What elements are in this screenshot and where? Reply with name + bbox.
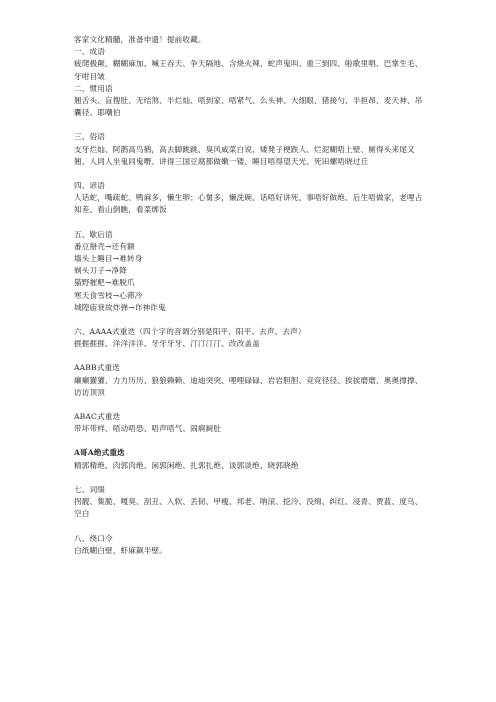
section-aabb-title: AABB式重迭 [74, 363, 120, 373]
section-a-ge-a-jue-title: A哥A绝式重迭 [74, 448, 125, 458]
xiehouyu-item: 剃头刀子→净降 [74, 266, 127, 276]
xiehouyu-item: 猫野摧粑→难脱爪 [74, 278, 135, 288]
xiehouyu-item: 城隍庙衰故炸弹→诈神诈鬼 [74, 302, 166, 312]
spacer [74, 435, 428, 447]
spacer [74, 399, 428, 411]
section-affixes-title: 七、词缀 [74, 484, 105, 494]
section-aaaa-title: 六、AAAA式重迭（四个字的音调分别是阳平、阳平、去声、去声） [74, 327, 306, 337]
spacer [74, 314, 428, 326]
section-tongue-twister-title: 八、绕口令 [74, 533, 113, 543]
section-a-ge-a-jue-text: 精郭精绝、肉郭肉绝、闲郭闲绝、扎郭扎绝、谈郭谈绝、晓郭晓绝 [74, 460, 299, 470]
section-proverbs-title: 四、谚语 [74, 181, 105, 191]
spacer [74, 521, 428, 533]
xiehouyu-item: 墙头上睡目→难转身 [74, 254, 143, 264]
section-affixes-text: 拐靓、集脆、嘎臭、刮丑、入软、丢韧、甲瘦、邦老、呐滚、挖冷、没绵、纠红、浸青、贾蓝、度乌、空白 [74, 497, 423, 519]
xiehouyu-item: 番豆掰壳→还有额 [74, 241, 135, 251]
section-common-phrases-title: 二、惯用语 [74, 83, 113, 93]
spacer [74, 168, 428, 180]
section-aaaa-text: 捱捱捱捱、洋洋洋洋、牙牙牙牙、汀汀汀汀、改改盖盖 [74, 339, 260, 349]
section-sayings-text: 支牙烂灿、阿鹊高鸟鹤，高去脚跳跳、臭风咸菜白说、矮凳子梗跌人、烂泥糊唔上壁、厕得头来尾又翘、人同人坐鬼同鬼嘢、讲得三国豆腐都做嫩一镂、睡目唔得望天光、死田螺唔晓过丘 [74, 144, 415, 166]
spacer [74, 350, 428, 362]
section-aabb-text: 癞癞獾獾、力力历历、狼狼赖赖、迪迪突突、哩哩碌碌、岩岩胆胆、竞竞径径、挨挨磨磨、奥奥撑撑、访访顶顶 [74, 375, 423, 397]
intro-line: 客家文化精髓，准备申遗！提前收藏。 [74, 35, 206, 44]
xiehouyu-item: 寒天食雪枝→心滞冷 [74, 290, 143, 300]
section-idioms-title: 一、成语 [74, 47, 105, 57]
spacer [74, 217, 428, 229]
section-common-phrases-text: 翘舌头、盲搜肚、无结煞、半烂灿、唔到家、唔紧气、么头神、大细眼、猪接勺、半担昂、麦天神、吊囊径、耶嘲伯 [74, 96, 423, 118]
section-abac-text: 带坏带样、唔动唔恐、唔声唔气、闹痾屙肚 [74, 424, 222, 434]
document-body [74, 34, 428, 557]
spacer [74, 119, 428, 131]
section-idioms-text: 疲爬极颠、糊糊麻加、喊王吞天、争天隔地、含烧火辣、蛇声鬼叫、重三到四、啦歌里唱、巴掌生毛、牙咁目皱 [74, 59, 423, 81]
section-sayings-title: 三、俗语 [74, 132, 105, 142]
section-abac-title: ABAC式重迭 [74, 412, 121, 422]
section-xiehouyu-title: 五、歇后语 [74, 229, 113, 239]
section-tongue-twister-text: 白纸糊白壁，虾麻飙半壁。 [74, 545, 167, 555]
spacer [74, 472, 428, 484]
section-proverbs-text: 人话蛇，嘴疏蛇、鸭麻多，懒生卵；心舅多，懒洗碗、话唔好讲死，事唔好做绝、后生唔做家，老哩占知差、看山倒瞧，看菜绑饭 [74, 193, 423, 215]
